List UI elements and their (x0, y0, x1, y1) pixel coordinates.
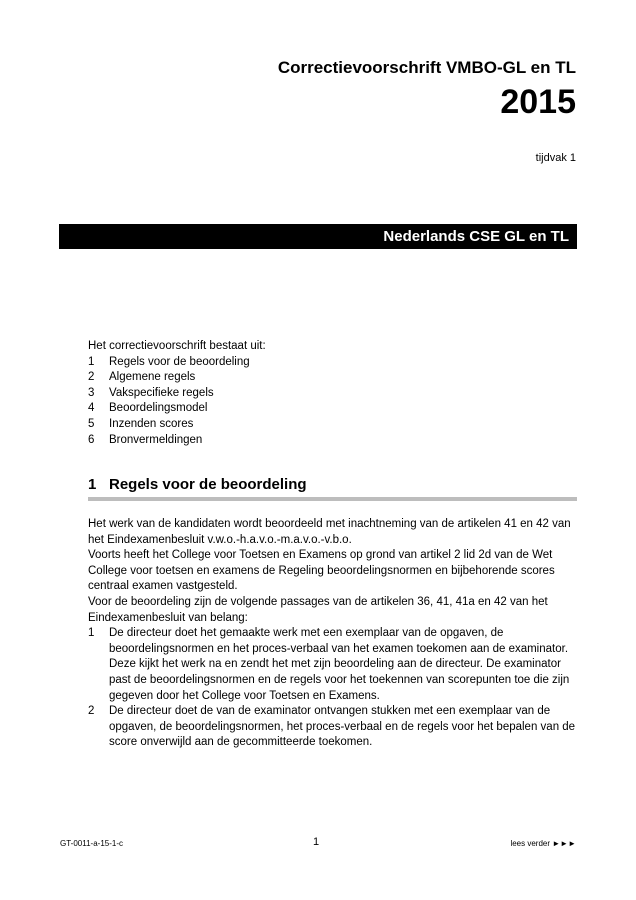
rule-item-number: 2 (88, 705, 95, 718)
toc-item-label: Vakspecifieke regels (109, 386, 214, 399)
rule-item (88, 704, 578, 751)
toc-item-label: Regels voor de beoordeling (109, 355, 250, 368)
document-title: Correctievoorschrift VMBO-GL en TL (277, 58, 576, 77)
section-heading (88, 476, 307, 493)
toc-item-number: 6 (88, 433, 95, 446)
table-of-contents (88, 339, 568, 448)
toc-item-number: 1 (88, 355, 95, 368)
section-divider (88, 497, 577, 501)
rule-item-text: De directeur doet het gemaakte werk met een exemplaar van de opgaven, de beoordelingsnormen en het proces-verbaal van het examen toekomen aan de examinator. Deze kijkt het werk na en zendt het met zijn beoordeling aan de directeur. De examinator past de beoordelingsnormen en de regels voor het toekennen van scorepunten toe die zijn gegeven door het College voor Toetsen en Examens. (109, 627, 570, 702)
section-title: Regels voor de beoordeling (109, 476, 307, 493)
toc-item (88, 401, 568, 417)
toc-item (88, 433, 568, 449)
body-paragraph: Voorts heeft het College voor Toetsen en Examens op grond van artikel 2 lid 2d van de Wet College voor toetsen en examens de Regeling beoordelingsnormen en bijbehorende scores centraal examen vastgesteld. (88, 549, 555, 593)
toc-item (88, 370, 568, 386)
body-paragraph: Het werk van de kandidaten wordt beoordeeld met inachtneming van de artikelen 41 en 42 van het Eindexamenbesluit v.w.o.-h.a.v.o.-m.a.v.o.-v.b.o. (88, 518, 571, 546)
document-code: GT-0011-a-15-1-c (60, 839, 123, 848)
section-number: 1 (88, 476, 97, 493)
rule-item-text: De directeur doet de van de examinator ontvangen stukken met een exemplaar van de opgaven, de beoordelingsnormen, het proces-verbaal en de regels voor het bepalen van de score onverwijld aan de gecommitteerde toekomen. (109, 705, 576, 749)
toc-item-label: Inzenden scores (109, 417, 194, 430)
toc-item-label: Beoordelingsmodel (109, 402, 208, 415)
exam-year: 2015 (500, 83, 576, 121)
rule-item-number: 1 (88, 627, 95, 640)
toc-item (88, 417, 568, 433)
toc-intro: Het correctievoorschrift bestaat uit: (88, 340, 266, 352)
subject-label: Nederlands CSE GL en TL (383, 228, 569, 245)
toc-item-number: 3 (88, 386, 95, 399)
body-paragraph: Voor de beoordeling zijn de volgende passages van de artikelen 36, 41, 41a en 42 van het Eindexamenbesluit van belang: (88, 595, 548, 624)
toc-item-label: Bronvermeldingen (109, 433, 203, 446)
continue-indicator: lees verder ►►► (510, 839, 576, 848)
page-number: 1 (313, 836, 320, 848)
toc-item (88, 386, 568, 402)
toc-item-number: 2 (88, 371, 95, 384)
toc-item (88, 355, 568, 371)
toc-item-label: Algemene regels (109, 371, 196, 384)
exam-period: tijdvak 1 (535, 152, 576, 164)
rule-item (88, 626, 578, 704)
toc-item-number: 5 (88, 417, 95, 430)
section-body (88, 517, 578, 751)
toc-item-number: 4 (88, 402, 95, 415)
subject-banner (59, 224, 577, 249)
